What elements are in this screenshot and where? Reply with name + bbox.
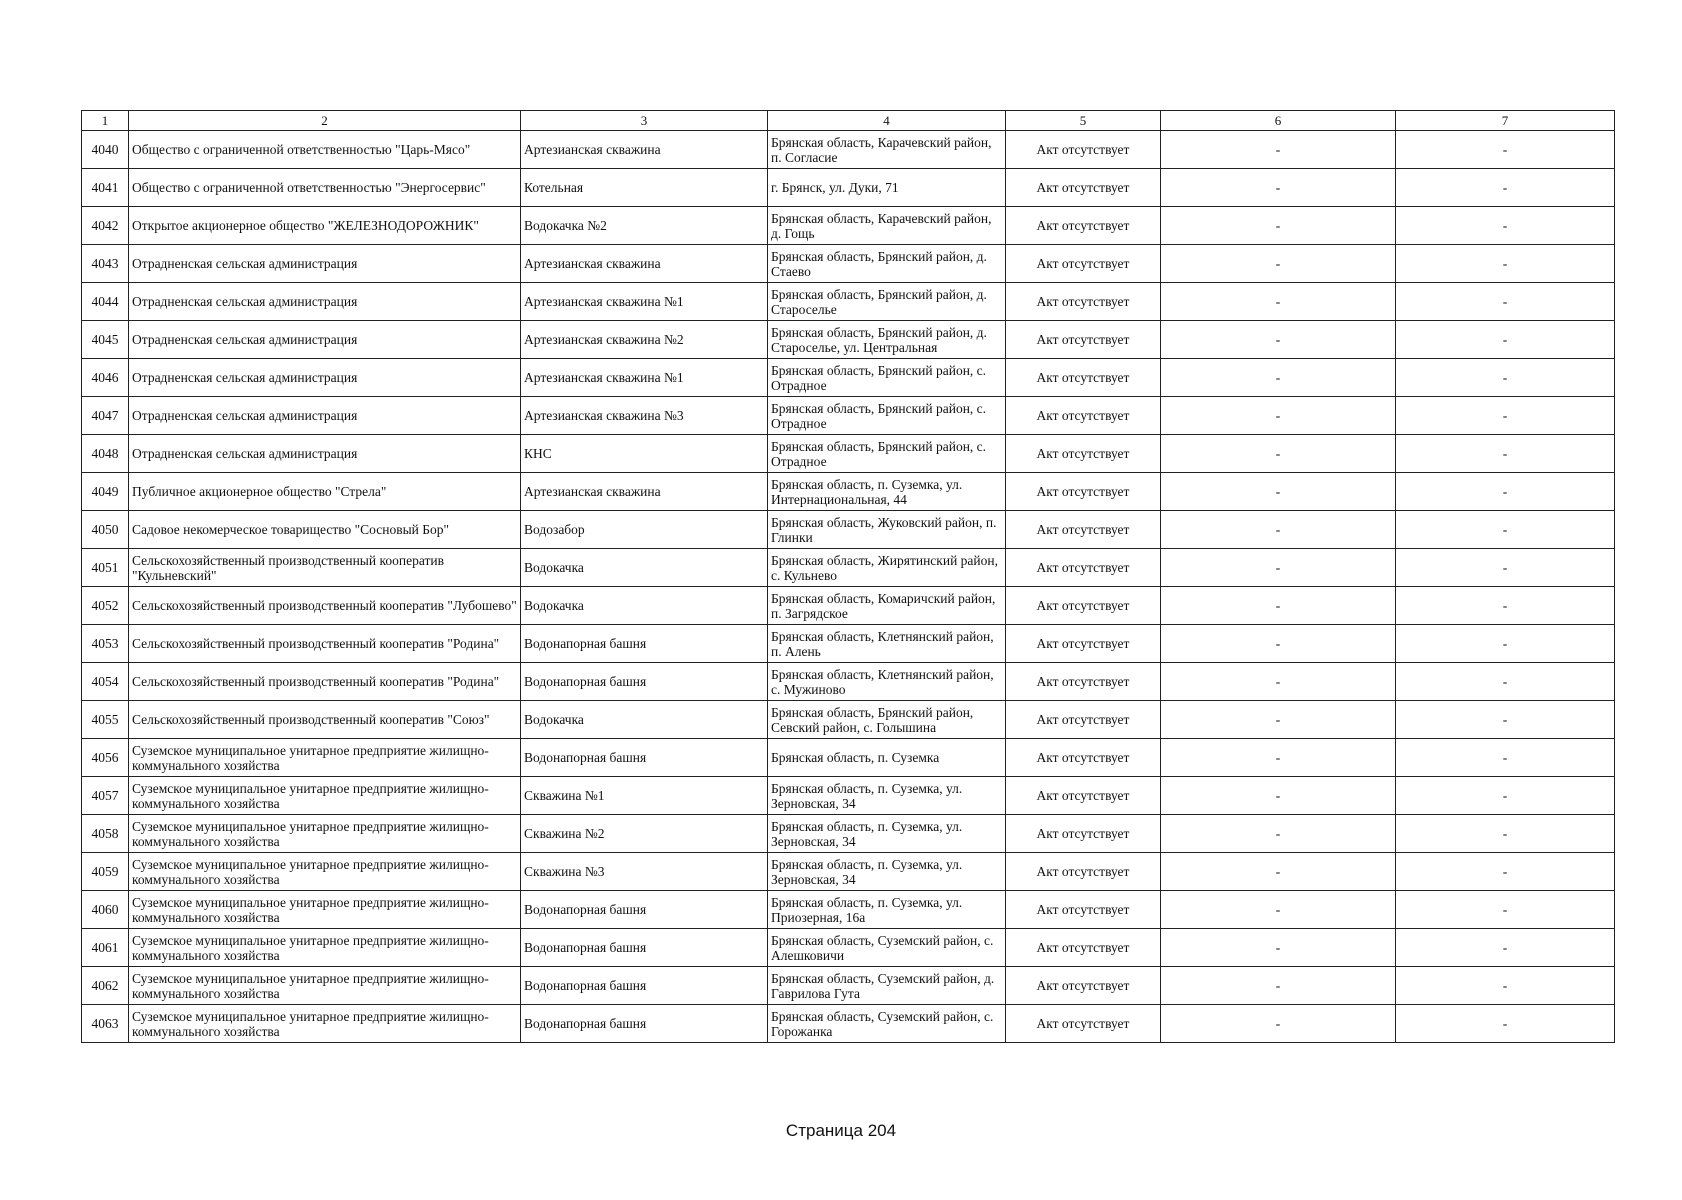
organization-cell: Публичное акционерное общество "Стрела" xyxy=(129,473,521,511)
column-7-cell: - xyxy=(1396,131,1615,169)
column-6-cell: - xyxy=(1161,777,1396,815)
act-status-cell: Акт отсутствует xyxy=(1006,473,1161,511)
object-cell: Водонапорная башня xyxy=(521,929,768,967)
table-row xyxy=(82,929,1615,967)
act-status-cell: Акт отсутствует xyxy=(1006,283,1161,321)
act-status-cell: Акт отсутствует xyxy=(1006,169,1161,207)
object-cell: Водонапорная башня xyxy=(521,625,768,663)
row-number-cell: 4058 xyxy=(82,815,129,853)
object-cell: Артезианская скважина №2 xyxy=(521,321,768,359)
address-cell: Брянская область, п. Суземка, ул. Интернациональная, 44 xyxy=(768,473,1006,511)
column-7-cell: - xyxy=(1396,169,1615,207)
organization-cell: Суземское муниципальное унитарное предприятие жилищно-коммунального хозяйства xyxy=(129,967,521,1005)
table-row xyxy=(82,587,1615,625)
act-status-cell: Акт отсутствует xyxy=(1006,663,1161,701)
table-row xyxy=(82,169,1615,207)
organization-cell: Отрадненская сельская администрация xyxy=(129,397,521,435)
column-7-cell: - xyxy=(1396,587,1615,625)
column-7-cell: - xyxy=(1396,967,1615,1005)
address-cell: г. Брянск, ул. Дуки, 71 xyxy=(768,169,1006,207)
table-row xyxy=(82,359,1615,397)
column-7-cell: - xyxy=(1396,321,1615,359)
column-7-cell: - xyxy=(1396,625,1615,663)
object-cell: Водозабор xyxy=(521,511,768,549)
table-row xyxy=(82,663,1615,701)
address-cell: Брянская область, Брянский район, д. Стаево xyxy=(768,245,1006,283)
address-cell: Брянская область, Брянский район, с. Отрадное xyxy=(768,359,1006,397)
object-cell: Артезианская скважина xyxy=(521,245,768,283)
header-row xyxy=(82,111,1615,131)
column-6-cell: - xyxy=(1161,587,1396,625)
column-7-cell: - xyxy=(1396,549,1615,587)
act-status-cell: Акт отсутствует xyxy=(1006,625,1161,663)
object-cell: Водонапорная башня xyxy=(521,739,768,777)
row-number-cell: 4056 xyxy=(82,739,129,777)
organization-cell: Отрадненская сельская администрация xyxy=(129,435,521,473)
address-cell: Брянская область, п. Суземка xyxy=(768,739,1006,777)
table-row xyxy=(82,815,1615,853)
organization-cell: Суземское муниципальное унитарное предприятие жилищно-коммунального хозяйства xyxy=(129,891,521,929)
organization-cell: Сельскохозяйственный производственный кооператив "Союз" xyxy=(129,701,521,739)
address-cell: Брянская область, Брянский район, с. Отрадное xyxy=(768,397,1006,435)
table-row xyxy=(82,853,1615,891)
column-7-cell: - xyxy=(1396,283,1615,321)
organization-cell: Сельскохозяйственный производственный кооператив "Родина" xyxy=(129,663,521,701)
object-cell: Водокачка xyxy=(521,549,768,587)
page-number: Страница 204 xyxy=(785,1121,897,1140)
column-7-cell: - xyxy=(1396,891,1615,929)
object-cell: Водонапорная башня xyxy=(521,663,768,701)
act-status-cell: Акт отсутствует xyxy=(1006,853,1161,891)
column-6-cell: - xyxy=(1161,207,1396,245)
act-status-cell: Акт отсутствует xyxy=(1006,245,1161,283)
table-row xyxy=(82,1005,1615,1043)
table-row xyxy=(82,777,1615,815)
organization-cell: Отрадненская сельская администрация xyxy=(129,321,521,359)
address-cell: Брянская область, п. Суземка, ул. Приозерная, 16а xyxy=(768,891,1006,929)
act-status-cell: Акт отсутствует xyxy=(1006,207,1161,245)
act-status-cell: Акт отсутствует xyxy=(1006,739,1161,777)
act-status-cell: Акт отсутствует xyxy=(1006,321,1161,359)
organization-cell: Сельскохозяйственный производственный кооператив "Кульневский" xyxy=(129,549,521,587)
table-row xyxy=(82,891,1615,929)
column-6-cell: - xyxy=(1161,169,1396,207)
act-status-cell: Акт отсутствует xyxy=(1006,701,1161,739)
column-6-cell: - xyxy=(1161,625,1396,663)
column-7-cell: - xyxy=(1396,853,1615,891)
row-number-cell: 4061 xyxy=(82,929,129,967)
column-6-cell: - xyxy=(1161,321,1396,359)
address-cell: Брянская область, Комаричский район, п. Загрядское xyxy=(768,587,1006,625)
column-7-cell: - xyxy=(1396,777,1615,815)
table-row xyxy=(82,321,1615,359)
act-status-cell: Акт отсутствует xyxy=(1006,435,1161,473)
organization-cell: Суземское муниципальное унитарное предприятие жилищно-коммунального хозяйства xyxy=(129,853,521,891)
column-6-cell: - xyxy=(1161,701,1396,739)
row-number-cell: 4043 xyxy=(82,245,129,283)
row-number-cell: 4060 xyxy=(82,891,129,929)
object-cell: Артезианская скважина №1 xyxy=(521,359,768,397)
object-cell: Котельная xyxy=(521,169,768,207)
act-status-cell: Акт отсутствует xyxy=(1006,587,1161,625)
row-number-cell: 4059 xyxy=(82,853,129,891)
address-cell: Брянская область, Клетнянский район, с. Мужиново xyxy=(768,663,1006,701)
object-cell: КНС xyxy=(521,435,768,473)
object-cell: Артезианская скважина xyxy=(521,131,768,169)
column-6-cell: - xyxy=(1161,435,1396,473)
address-cell: Брянская область, Жирятинский район, с. Кульнево xyxy=(768,549,1006,587)
column-6-cell: - xyxy=(1161,359,1396,397)
organization-cell: Сельскохозяйственный производственный кооператив "Лубошево" xyxy=(129,587,521,625)
organization-cell: Суземское муниципальное унитарное предприятие жилищно-коммунального хозяйства xyxy=(129,739,521,777)
column-7-cell: - xyxy=(1396,359,1615,397)
organization-cell: Общество с ограниченной ответственностью "Энергосервис" xyxy=(129,169,521,207)
address-cell: Брянская область, Брянский район, Севский район, с. Голышина xyxy=(768,701,1006,739)
object-cell: Водонапорная башня xyxy=(521,1005,768,1043)
header-cell: 5 xyxy=(1006,111,1161,131)
column-6-cell: - xyxy=(1161,397,1396,435)
object-cell: Скважина №2 xyxy=(521,815,768,853)
column-6-cell: - xyxy=(1161,815,1396,853)
address-cell: Брянская область, Брянский район, д. Староселье, ул. Центральная xyxy=(768,321,1006,359)
object-cell: Артезианская скважина №3 xyxy=(521,397,768,435)
object-cell: Артезианская скважина xyxy=(521,473,768,511)
row-number-cell: 4041 xyxy=(82,169,129,207)
row-number-cell: 4040 xyxy=(82,131,129,169)
organization-cell: Сельскохозяйственный производственный кооператив "Родина" xyxy=(129,625,521,663)
header-cell: 7 xyxy=(1396,111,1615,131)
column-6-cell: - xyxy=(1161,549,1396,587)
row-number-cell: 4045 xyxy=(82,321,129,359)
column-7-cell: - xyxy=(1396,435,1615,473)
act-status-cell: Акт отсутствует xyxy=(1006,359,1161,397)
column-7-cell: - xyxy=(1396,473,1615,511)
address-cell: Брянская область, Суземский район, д. Гаврилова Гута xyxy=(768,967,1006,1005)
table-row xyxy=(82,511,1615,549)
table-row xyxy=(82,473,1615,511)
header-cell: 3 xyxy=(521,111,768,131)
table-row xyxy=(82,207,1615,245)
address-cell: Брянская область, Суземский район, с. Алешковичи xyxy=(768,929,1006,967)
table-row xyxy=(82,701,1615,739)
column-6-cell: - xyxy=(1161,131,1396,169)
row-number-cell: 4063 xyxy=(82,1005,129,1043)
organization-cell: Отрадненская сельская администрация xyxy=(129,359,521,397)
column-7-cell: - xyxy=(1396,929,1615,967)
address-cell: Брянская область, п. Суземка, ул. Зерновская, 34 xyxy=(768,853,1006,891)
table-row xyxy=(82,397,1615,435)
organization-cell: Отрадненская сельская администрация xyxy=(129,283,521,321)
act-status-cell: Акт отсутствует xyxy=(1006,967,1161,1005)
row-number-cell: 4042 xyxy=(82,207,129,245)
column-6-cell: - xyxy=(1161,283,1396,321)
act-status-cell: Акт отсутствует xyxy=(1006,549,1161,587)
row-number-cell: 4047 xyxy=(82,397,129,435)
organization-cell: Суземское муниципальное унитарное предприятие жилищно-коммунального хозяйства xyxy=(129,815,521,853)
row-number-cell: 4054 xyxy=(82,663,129,701)
address-cell: Брянская область, Карачевский район, п. Согласие xyxy=(768,131,1006,169)
table-row xyxy=(82,549,1615,587)
address-cell: Брянская область, Брянский район, д. Староселье xyxy=(768,283,1006,321)
table-row xyxy=(82,967,1615,1005)
row-number-cell: 4049 xyxy=(82,473,129,511)
address-cell: Брянская область, Карачевский район, д. Гощь xyxy=(768,207,1006,245)
header-cell: 2 xyxy=(129,111,521,131)
column-7-cell: - xyxy=(1396,739,1615,777)
row-number-cell: 4044 xyxy=(82,283,129,321)
column-6-cell: - xyxy=(1161,891,1396,929)
header-cell: 1 xyxy=(82,111,129,131)
row-number-cell: 4046 xyxy=(82,359,129,397)
column-6-cell: - xyxy=(1161,853,1396,891)
object-cell: Артезианская скважина №1 xyxy=(521,283,768,321)
column-6-cell: - xyxy=(1161,929,1396,967)
organization-cell: Садовое некомерческое товарищество "Сосновый Бор" xyxy=(129,511,521,549)
row-number-cell: 4051 xyxy=(82,549,129,587)
row-number-cell: 4062 xyxy=(82,967,129,1005)
address-cell: Брянская область, Брянский район, с. Отрадное xyxy=(768,435,1006,473)
column-7-cell: - xyxy=(1396,207,1615,245)
table-row xyxy=(82,625,1615,663)
address-cell: Брянская область, Жуковский район, п. Глинки xyxy=(768,511,1006,549)
column-6-cell: - xyxy=(1161,739,1396,777)
column-7-cell: - xyxy=(1396,663,1615,701)
organization-cell: Открытое акционерное общество "ЖЕЛЕЗНОДОРОЖНИК" xyxy=(129,207,521,245)
act-status-cell: Акт отсутствует xyxy=(1006,131,1161,169)
organization-cell: Суземское муниципальное унитарное предприятие жилищно-коммунального хозяйства xyxy=(129,929,521,967)
address-cell: Брянская область, Клетнянский район, п. Алень xyxy=(768,625,1006,663)
column-6-cell: - xyxy=(1161,967,1396,1005)
act-status-cell: Акт отсутствует xyxy=(1006,777,1161,815)
column-6-cell: - xyxy=(1161,511,1396,549)
column-6-cell: - xyxy=(1161,245,1396,283)
table-row xyxy=(82,245,1615,283)
act-status-cell: Акт отсутствует xyxy=(1006,1005,1161,1043)
row-number-cell: 4052 xyxy=(82,587,129,625)
object-cell: Водокачка №2 xyxy=(521,207,768,245)
row-number-cell: 4057 xyxy=(82,777,129,815)
table-row xyxy=(82,283,1615,321)
act-status-cell: Акт отсутствует xyxy=(1006,815,1161,853)
column-7-cell: - xyxy=(1396,245,1615,283)
act-status-cell: Акт отсутствует xyxy=(1006,891,1161,929)
row-number-cell: 4050 xyxy=(82,511,129,549)
table-row xyxy=(82,739,1615,777)
organization-cell: Общество с ограниченной ответственностью "Царь-Мясо" xyxy=(129,131,521,169)
column-7-cell: - xyxy=(1396,815,1615,853)
column-7-cell: - xyxy=(1396,1005,1615,1043)
row-number-cell: 4053 xyxy=(82,625,129,663)
organization-cell: Отрадненская сельская администрация xyxy=(129,245,521,283)
column-6-cell: - xyxy=(1161,663,1396,701)
row-number-cell: 4048 xyxy=(82,435,129,473)
table-row xyxy=(82,131,1615,169)
header-cell: 6 xyxy=(1161,111,1396,131)
object-cell: Водонапорная башня xyxy=(521,967,768,1005)
header-cell: 4 xyxy=(768,111,1006,131)
column-6-cell: - xyxy=(1161,473,1396,511)
act-status-cell: Акт отсутствует xyxy=(1006,929,1161,967)
object-cell: Скважина №1 xyxy=(521,777,768,815)
column-7-cell: - xyxy=(1396,701,1615,739)
organization-cell: Суземское муниципальное унитарное предприятие жилищно-коммунального хозяйства xyxy=(129,1005,521,1043)
object-cell: Водонапорная башня xyxy=(521,891,768,929)
table-row xyxy=(82,435,1615,473)
address-cell: Брянская область, Суземский район, с. Горожанка xyxy=(768,1005,1006,1043)
column-6-cell: - xyxy=(1161,1005,1396,1043)
object-cell: Водокачка xyxy=(521,701,768,739)
column-7-cell: - xyxy=(1396,511,1615,549)
address-cell: Брянская область, п. Суземка, ул. Зерновская, 34 xyxy=(768,777,1006,815)
registry-table xyxy=(81,110,1615,1043)
column-7-cell: - xyxy=(1396,397,1615,435)
row-number-cell: 4055 xyxy=(82,701,129,739)
act-status-cell: Акт отсутствует xyxy=(1006,511,1161,549)
organization-cell: Суземское муниципальное унитарное предприятие жилищно-коммунального хозяйства xyxy=(129,777,521,815)
object-cell: Скважина №3 xyxy=(521,853,768,891)
address-cell: Брянская область, п. Суземка, ул. Зерновская, 34 xyxy=(768,815,1006,853)
object-cell: Водокачка xyxy=(521,587,768,625)
act-status-cell: Акт отсутствует xyxy=(1006,397,1161,435)
